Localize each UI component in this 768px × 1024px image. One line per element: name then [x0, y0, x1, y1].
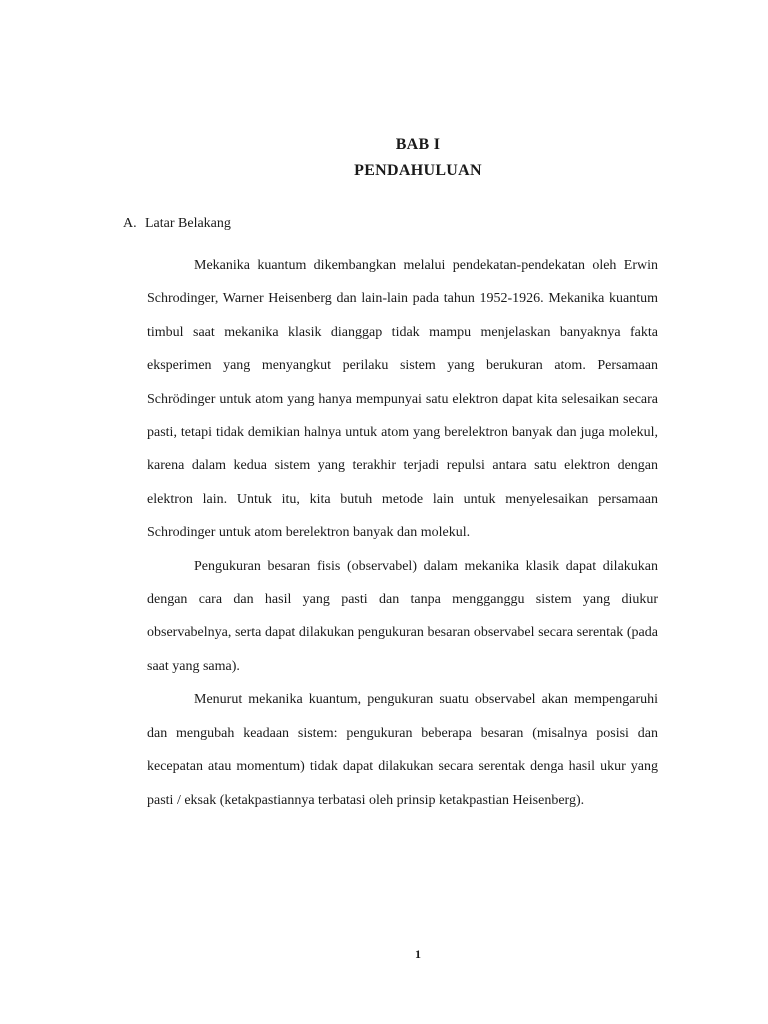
section-heading [123, 216, 231, 232]
chapter-number: BAB I [395, 136, 441, 153]
section-marker: A. [123, 216, 137, 231]
chapter-title: PENDAHULUAN [354, 162, 482, 179]
paragraph: Menurut mekanika kuantum, pengukuran suatu observabel akan mempengaruhi dan mengubah keadaan sistem: pengukuran beberapa besaran (misalnya posisi dan kecepatan atau momentum) tidak dapat dilakukan secara serentak denga hasil ukur yang pasti / eksak (ketakpastiannya terbatasi oleh prinsip ketakpastian Heisenberg). [147, 692, 658, 808]
paragraph: Mekanika kuantum dikembangkan melalui pendekatan-pendekatan oleh Erwin Schrodinger, Warner Heisenberg dan lain-lain pada tahun 1952-1926. Mekanika kuantum timbul saat mekanika klasik dianggap tidak mampu menjelaskan banyaknya fakta eksperimen yang menyangkut perilaku sistem yang berukuran atom. Persamaan Schrödinger untuk atom yang hanya mempunyai satu elektron dapat kita selesaikan secara pasti, tetapi tidak demikian halnya untuk atom yang berelektron banyak dan juga molekul, karena dalam kedua sistem yang terakhir terjadi repulsi antara satu elektron dengan elektron lain. Untuk itu, kita butuh metode lain untuk menyelesaikan persamaan Schrodinger untuk atom berelektron banyak dan molekul. [147, 258, 658, 541]
body-text [147, 249, 658, 817]
page-number: 1 [415, 947, 421, 961]
paragraph: Pengukuran besaran fisis (observabel) dalam mekanika klasik dapat dilakukan dengan cara dan hasil yang pasti dan tanpa mengganggu sistem yang diukur observabelnya, serta dapat dilakukan pengukuran besaran observabel secara serentak (pada saat yang sama). [147, 558, 658, 674]
section-title: Latar Belakang [145, 216, 231, 231]
